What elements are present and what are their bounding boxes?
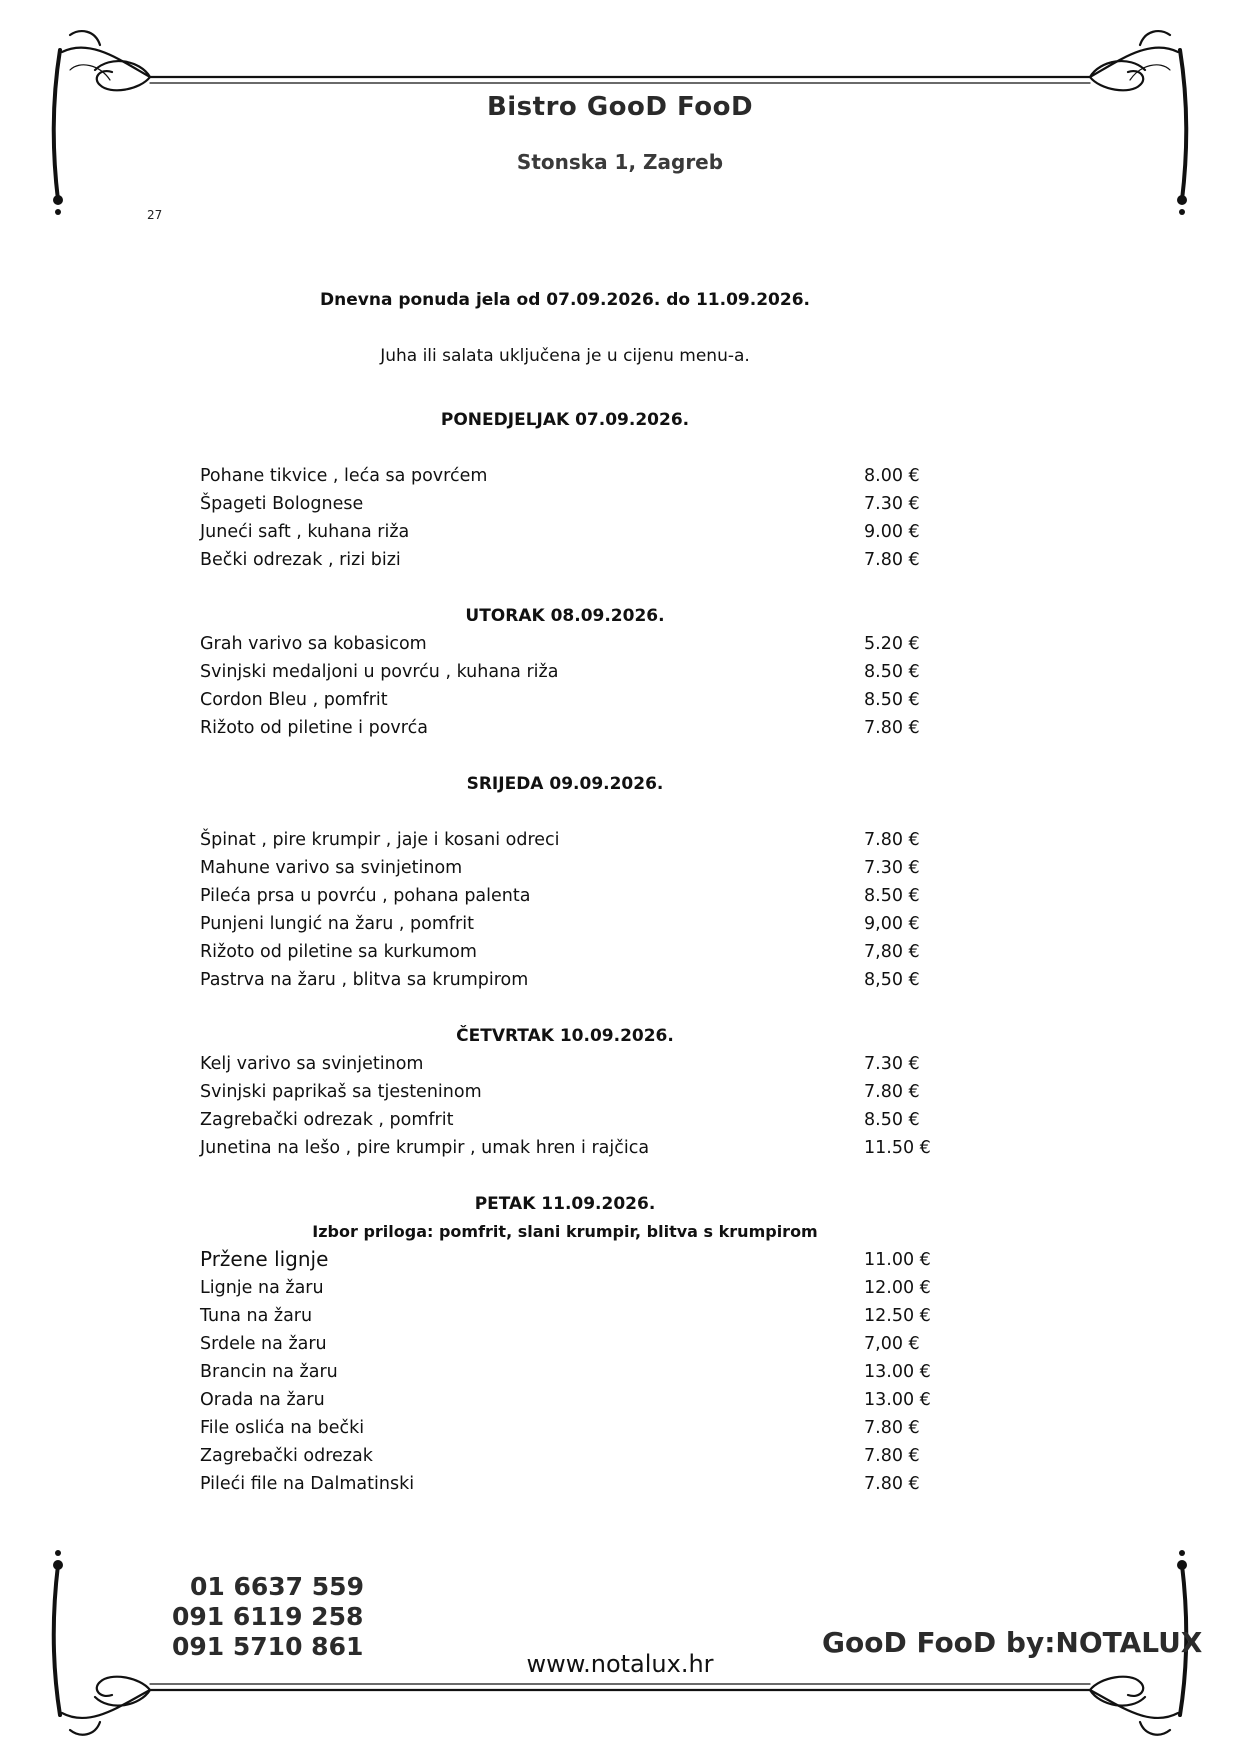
item-price: 8.50 € [864,690,920,710]
menu-item [200,914,930,940]
menu-item [200,1306,930,1332]
item-price: 7.80 € [864,1474,920,1494]
item-price: 7,00 € [864,1334,920,1354]
item-name: Špageti Bolognese [200,494,364,514]
menu-item [200,830,930,856]
item-price: 7.80 € [864,830,920,850]
menu-item [200,1110,930,1136]
item-name: Špinat , pire krumpir , jaje i kosani odreci [200,830,560,850]
item-name: Rižoto od piletine sa kurkumom [200,942,477,962]
item-price: 9.00 € [864,522,920,542]
menu-item [200,942,930,968]
phone-number[interactable]: 091 6119 258 [172,1602,364,1631]
menu-item [200,1278,930,1304]
phone-number[interactable]: 091 5710 861 [172,1632,364,1661]
menu-item [200,1334,930,1360]
day-heading-monday: PONEDJELJAK 07.09.2026. [440,410,690,430]
item-name: Srdele na žaru [200,1334,327,1354]
menu-title: Dnevna ponuda jela od 07.09.2026. do 11.09.2026. [320,290,810,310]
restaurant-name: Bistro GooD FooD [486,92,754,122]
menu-item [200,886,930,912]
menu-item [200,1054,930,1080]
item-price: 7.30 € [864,494,920,514]
menu-item [200,1390,930,1416]
item-name: Kelj varivo sa svinjetinom [200,1054,424,1074]
item-price: 8.50 € [864,1110,920,1130]
menu-item [200,1446,930,1472]
menu-item [200,858,930,884]
menu-item [200,718,930,744]
brand-logo: GooD FooD by:NOTALUX [822,1626,1203,1659]
item-name: Tuna na žaru [200,1306,313,1326]
item-name: Orada na žaru [200,1390,325,1410]
page-number: 27 [147,208,163,222]
item-price: 9,00 € [864,914,920,934]
menu-item [200,1138,930,1164]
item-price: 13.00 € [864,1362,931,1382]
menu-note: Juha ili salata uključena je u cijenu menu-a. [380,346,750,366]
menu-item [200,1418,930,1444]
item-price: 8.50 € [864,662,920,682]
item-price: 8,50 € [864,970,920,990]
item-name: Punjeni lungić na žaru , pomfrit [200,914,474,934]
item-price: 12.50 € [864,1306,931,1326]
item-name: Mahune varivo sa svinjetinom [200,858,463,878]
item-name: Svinjski medaljoni u povrću , kuhana riža [200,662,559,682]
item-name: Zagrebački odrezak , pomfrit [200,1110,454,1130]
item-name: Rižoto od piletine i povrća [200,718,428,738]
menu-item [200,970,930,996]
item-price: 7.80 € [864,1446,920,1466]
item-name: File oslića na bečki [200,1418,365,1438]
item-price: 7,80 € [864,942,920,962]
item-name: Pileći file na Dalmatinski [200,1474,415,1494]
day-heading-wednesday: SRIJEDA 09.09.2026. [466,774,664,794]
menu-item [200,1474,930,1500]
restaurant-address: Stonska 1, Zagreb [516,150,724,174]
item-name: Bečki odrezak , rizi bizi [200,550,401,570]
menu-item [200,690,930,716]
day-heading-tuesday: UTORAK 08.09.2026. [465,606,665,626]
item-price: 11.50 € [864,1138,931,1158]
day-heading-thursday: ČETVRTAK 10.09.2026. [456,1026,674,1046]
menu-item [200,662,930,688]
item-price: 5.20 € [864,634,920,654]
menu-item [200,466,930,492]
website-link[interactable]: www.notalux.hr [526,1650,714,1678]
item-name: Pohane tikvice , leća sa povrćem [200,466,488,486]
item-name: Juneći saft , kuhana riža [200,522,410,542]
item-name: Pržene lignje [200,1247,329,1271]
item-price: 7.80 € [864,718,920,738]
menu-item [200,1082,930,1108]
menu-item [200,494,930,520]
phone-numbers [172,1572,364,1662]
item-price: 7.30 € [864,1054,920,1074]
menu-item [200,550,930,576]
item-name: Pileća prsa u povrću , pohana palenta [200,886,531,906]
item-name: Svinjski paprikaš sa tjesteninom [200,1082,482,1102]
item-price: 13.00 € [864,1390,931,1410]
item-name: Grah varivo sa kobasicom [200,634,427,654]
item-name: Junetina na lešo , pire krumpir , umak hren i rajčica [200,1138,650,1158]
item-price: 7.80 € [864,1418,920,1438]
item-price: 11.00 € [864,1250,931,1270]
item-name: Lignje na žaru [200,1278,324,1298]
item-price: 7.30 € [864,858,920,878]
menu-item [200,1247,931,1276]
side-dish-options: Izbor priloga: pomfrit, slani krumpir, blitva s krumpirom [312,1222,818,1241]
menu-item [200,1362,930,1388]
item-price: 7.80 € [864,550,920,570]
day-heading-friday: PETAK 11.09.2026. [474,1194,656,1214]
item-price: 8.00 € [864,466,920,486]
phone-number[interactable]: 01 6637 559 [190,1572,364,1601]
item-price: 8.50 € [864,886,920,906]
item-name: Cordon Bleu , pomfrit [200,690,388,710]
item-price: 7.80 € [864,1082,920,1102]
item-name: Zagrebački odrezak [200,1446,373,1466]
item-name: Brancin na žaru [200,1362,338,1382]
item-name: Pastrva na žaru , blitva sa krumpirom [200,970,529,990]
menu-item [200,522,930,548]
menu-item [200,634,930,660]
item-price: 12.00 € [864,1278,931,1298]
